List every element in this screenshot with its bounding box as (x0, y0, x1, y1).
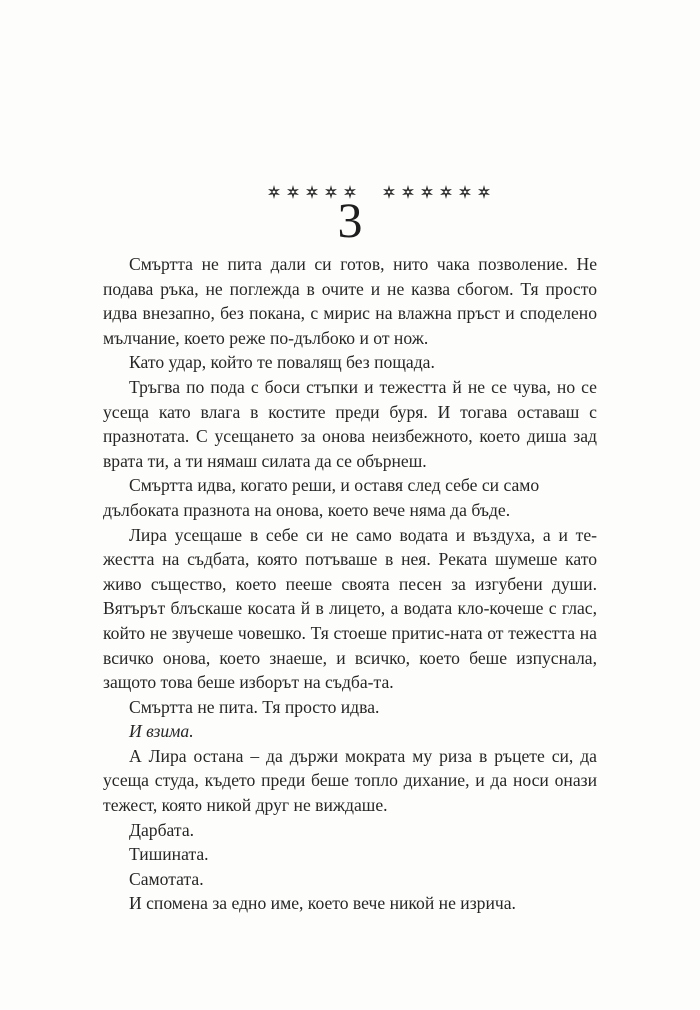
paragraph: Смъртта идва, когато реши, и оставя след себе си само дълбоката празнота на онова, което вече няма да бъде. (103, 475, 540, 520)
floral-star-icon (476, 184, 492, 200)
floral-star-icon (381, 184, 397, 200)
floral-star-icon (419, 184, 435, 200)
paragraph: Като удар, който те повалящ без пощада. (129, 352, 435, 373)
floral-star-icon (457, 184, 473, 200)
paragraph: Смъртта не пита дали си готов, нито чака позволение. Не подава ръка, не поглежда в очите и не казва сбогом. Тя просто идва внезапно, без покана, с мирис на влажна пръст и споделено мълчание, което реже по-дълбоко и от нож. (103, 254, 597, 348)
paragraph: Тръгва по пода с боси стъпки и тежестта й не се чува, но се усеща като влага в костите преди буря. И тогава оставаш с празнотата. С усещането за онова неизбежното, което диша зад врата ти, а ти нямаш силата да се обърнеш. (103, 376, 597, 471)
paragraph: И спомена за едно име, което вече никой не изрича. (129, 893, 516, 914)
paragraph: Смъртта не пита. Тя просто идва. (129, 696, 380, 717)
chapter-body (103, 252, 597, 916)
paragraph-italic: И взима. (129, 721, 194, 742)
paragraph: Самотата. (129, 868, 204, 889)
floral-star-icon (400, 184, 416, 200)
chapter-number: 3 (337, 192, 363, 248)
paragraph: А Лира остана – да държи мократа му риза в ръцете си, да усеща студа, където преди беше топло дихание, и да носи онази тежест, която никой друг не виждаше. (103, 745, 597, 816)
paragraph: Дарбата. (129, 819, 195, 840)
paragraph: Тишината. (129, 844, 209, 865)
paragraph: Лира усещаше в себе си не само водата и въздуха, а и те-жестта на съдбата, която потъваше в нея. Реката шумеше като живо същество, което пееше своята песен за изгубени души. Вятърът блъскаше косата й в лицето, а водата кло-кочеше с глас, който не звучеше човешко. Тя стоеше притис-ната от тежестта на всичко онова, което знаеше, и всичко, което беше изпуснала, защото това беше изборът на съдба-та. (103, 524, 597, 693)
chapter-ornament-right (381, 183, 492, 201)
floral-star-icon (438, 184, 454, 200)
